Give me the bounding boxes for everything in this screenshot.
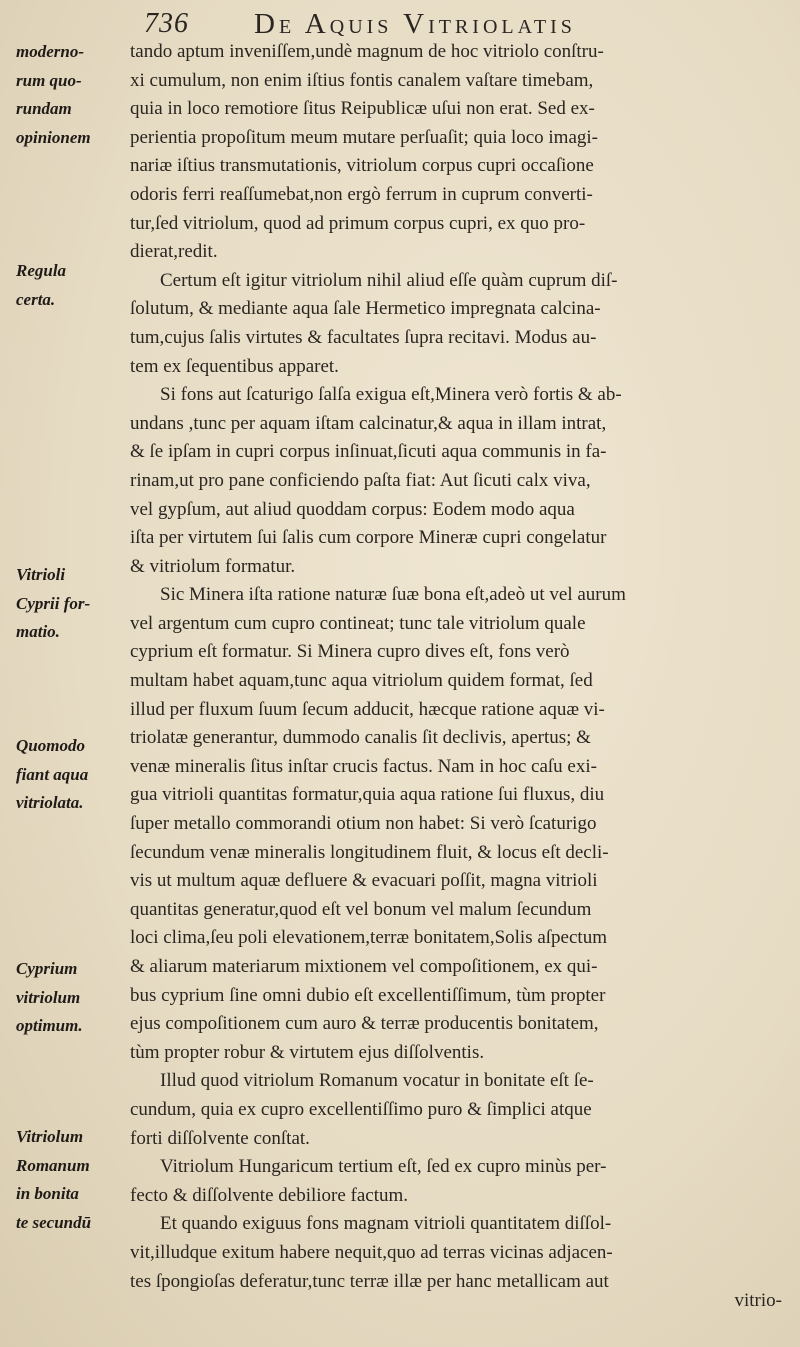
marginal-note-line: Romanum	[16, 1155, 90, 1175]
marginal-note-line: Cyprium	[16, 959, 78, 978]
marginal-note-line: Cyprii for-	[16, 593, 91, 613]
marginal-note-line: te secundū	[16, 1212, 92, 1232]
text-line: cyprium eſt formatur. Si Minera cupro dives eſt, fons verò	[130, 641, 570, 663]
text-line: iſta per virtutem ſui ſalis cum corpore Mineræ cupri congelatur	[130, 527, 607, 549]
text-line: fecto & diſſolvente debiliore factum.	[130, 1184, 409, 1206]
text-line: nariæ iſtius transmutationis, vitriolum corpus cupri occaſione	[130, 155, 594, 177]
marginal-note-line: vitriolata.	[16, 793, 84, 813]
text-line: cundum, quia ex cupro excellentiſſimo puro & ſimplici atque	[130, 1098, 592, 1120]
marginal-note-line: fiant aqua	[16, 764, 89, 784]
text-line: tur,ſed vitriolum, quod ad primum corpus cupri, ex quo pro-	[130, 212, 586, 234]
page-header	[144, 8, 784, 40]
text-line: Illud quod vitriolum Romanum vocatur in bonitate eſt ſe-	[160, 1070, 594, 1092]
marginal-note-line: Vitriolum	[16, 1127, 84, 1146]
text-line: Et quando exiguus fons magnam vitrioli quantitatem diſſol-	[160, 1213, 612, 1235]
text-line: triolatæ generantur, dummodo canalis ſit declivis, apertus; &	[130, 727, 591, 749]
text-line: Sic Minera iſta ratione naturæ ſuæ bona eſt,adeò ut vel aurum	[160, 584, 626, 606]
marginal-note-line: optimum.	[16, 1016, 83, 1036]
marginal-note-line: opinionem	[16, 127, 91, 147]
text-line: tes ſpongioſas deferatur,tunc terræ illæ per hanc metallicam aut	[130, 1270, 609, 1292]
marginal-note-line: matio.	[16, 622, 60, 642]
text-line: vis ut multum aquæ defluere & evacuari poſſit, magna vitrioli	[130, 870, 598, 892]
text-line: ejus compoſitionem cum auro & terræ producentis bonitatem,	[130, 1013, 599, 1035]
text-line: tùm propter robur & virtutem ejus diſſolventis.	[130, 1041, 485, 1063]
text-line: perientia propoſitum meum mutare perſuaſit; quia loco imagi-	[130, 126, 599, 148]
text-line: xi cumulum, non enim iſtius fontis canalem vaſtare timebam,	[130, 69, 594, 91]
marginal-note-line: certa.	[16, 289, 56, 309]
page-number: 736	[144, 8, 189, 39]
text-line: Certum eſt igitur vitriolum nihil aliud eſſe quàm cuprum diſ-	[160, 269, 618, 291]
text-line: odoris ferri reaſſumebat,non ergò ferrum in cuprum converti-	[130, 183, 593, 205]
marginal-note-line: Regula	[16, 261, 67, 280]
text-line: illud per fluxum ſuum ſecum adducit, hæcque ratione aquæ vi-	[130, 698, 605, 720]
marginal-note-line: rum quo-	[16, 70, 82, 90]
text-line: ſecundum venæ mineralis longitudinem fluit, & locus eſt decli-	[130, 841, 609, 863]
text-line: gua vitrioli quantitas formatur,quia aqua ratione ſui fluxus, diu	[130, 784, 605, 806]
running-head: De Aquis Vitriolatis	[254, 8, 576, 40]
text-line: & ſe ipſam in cupri corpus inſinuat,ſicuti aqua communis in fa-	[130, 441, 607, 463]
text-line: tem ex ſequentibus apparet.	[130, 355, 339, 377]
text-line: forti diſſolvente conſtat.	[130, 1127, 310, 1149]
text-line: dierat,redit.	[130, 241, 218, 263]
text-line: ſolutum, & mediante aqua ſale Hermetico impregnata calcina-	[130, 298, 601, 320]
text-line: vel gypſum, aut aliud quoddam corpus: Eodem modo aqua	[130, 498, 575, 520]
text-line: quantitas generatur,quod eſt vel bonum vel malum ſecundum	[130, 898, 592, 920]
text-line: vit,illudque exitum habere nequit,quo ad terras vicinas adjacen-	[130, 1241, 613, 1263]
text-line: venæ mineralis ſitus inſtar crucis factus. Nam in hoc caſu exi-	[130, 755, 597, 777]
text-line: tando aptum inveniſſem,undè magnum de hoc vitriolo conſtru-	[130, 41, 604, 62]
marginal-note-line: vitriolum	[16, 987, 81, 1007]
marginal-note-line: Vitrioli	[16, 565, 66, 584]
marginal-note-line: rundam	[16, 99, 72, 119]
marginal-note-line: Quomodo	[16, 736, 85, 755]
text-line: rinam,ut pro pane conficiendo paſta fiat: Aut ſicuti calx viva,	[130, 469, 591, 491]
text-line: multam habet aquam,tunc aqua vitriolum quidem format, ſed	[130, 670, 593, 692]
text-line: loci clima,ſeu poli elevationem,terræ bonitatem,Solis aſpectum	[130, 927, 607, 949]
text-line: ſuper metallo commorandi otium non habet: Si verò ſcaturigo	[130, 813, 597, 835]
text-line: bus cyprium ſine omni dubio eſt excellentiſſimum, tùm propter	[130, 984, 606, 1006]
text-line: Vitriolum Hungaricum tertium eſt, ſed ex cupro minùs per-	[160, 1156, 607, 1178]
text-line: & vitriolum formatur.	[130, 555, 296, 577]
main-text-block	[130, 38, 792, 1296]
text-line: vel argentum cum cupro contineat; tunc tale vitriolum quale	[130, 612, 586, 634]
marginal-note-line: in bonita	[16, 1184, 79, 1204]
text-line: undans ,tunc per aquam iſtam calcinatur,& aqua in illam intrat,	[130, 412, 607, 434]
text-line: quia in loco remotiore ſitus Reipublicæ uſui non erat. Sed ex-	[130, 98, 595, 120]
catchword: vitrio-	[734, 1290, 782, 1311]
marginal-note-line: moderno-	[16, 42, 84, 61]
text-line: Si fons aut ſcaturigo ſalſa exigua eſt,Minera verò fortis & ab-	[160, 384, 622, 406]
text-line: tum,cujus ſalis virtutes & facultates ſupra recitavi. Modus au-	[130, 326, 597, 348]
text-line: & aliarum materiarum mixtionem vel compoſitionem, ex qui-	[130, 956, 598, 977]
